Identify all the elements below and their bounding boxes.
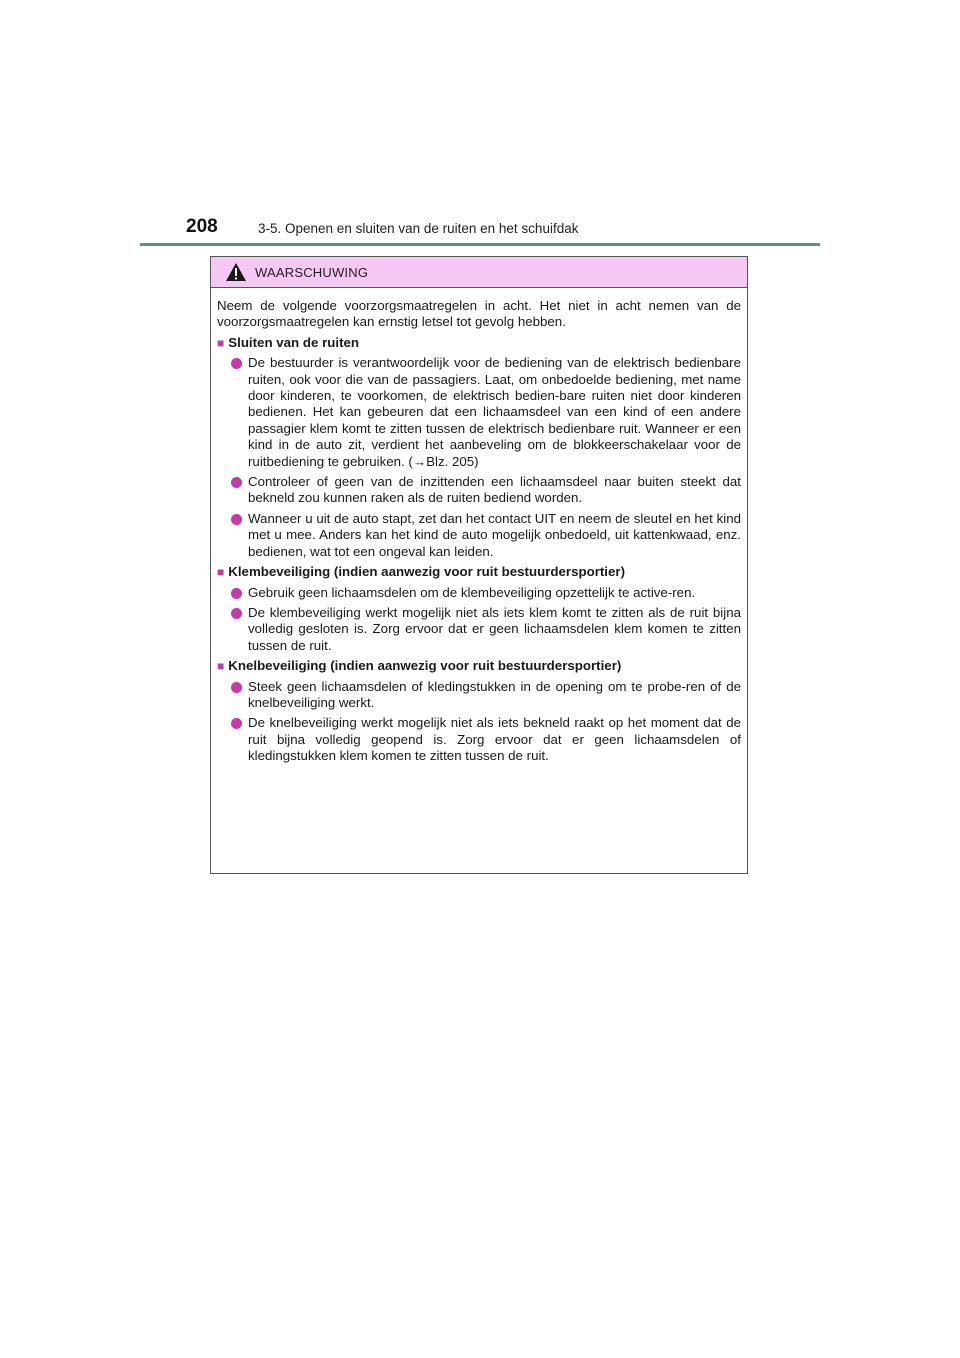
bullet-dot-icon <box>231 358 242 369</box>
section-heading-text: Knelbeveiliging (indien aanwezig voor ruit bestuurdersportier) <box>228 658 622 674</box>
warning-intro: Neem de volgende voorzorgsmaatregelen in acht. Het niet in acht nemen van de voorzorgsmaatregelen kan ernstig letsel tot gevolg hebben. <box>217 298 741 330</box>
list-item <box>217 585 741 601</box>
list-item-text: Controleer of geen van de inzittenden een lichaamsdeel naar buiten steekt dat bekneld zou kunnen raken als de ruiten bediend worden. <box>248 474 741 506</box>
warning-box <box>210 256 748 874</box>
list-item-text: De klembeveiliging werkt mogelijk niet als iets klem komt te zitten als de ruit bijna volledig gesloten is. Zorg ervoor dat er geen lichaamsdelen klem komen te zitten tussen de ruit. <box>248 604 741 653</box>
warning-body <box>211 288 747 765</box>
list-item-text: De knelbeveiliging werkt mogelijk niet als iets bekneld raakt op het moment dat de ruit bijna volledig geopend is. Zorg ervoor dat er geen lichaamsdelen of kledingstukken klem komen te zitten tussen de ruit. <box>248 715 741 764</box>
bullet-dot-icon <box>231 477 242 488</box>
list-item <box>217 715 741 764</box>
list-item <box>217 474 741 507</box>
section-heading-text: Sluiten van de ruiten <box>228 334 360 350</box>
list-item-text: Wanneer u uit de auto stapt, zet dan het contact UIT en neem de sleutel en het kind met u mee. Anders kan het kind de auto mogelijk onbedoeld, uit kattenkwaad, enz. bedienen, wat tot een ongeval kan leiden. <box>248 510 741 559</box>
section-title: 3-5. Openen en sluiten van de ruiten en het schuifdak <box>258 221 579 236</box>
list-item-text: Steek geen lichaamsdelen of kledingstukken in de opening om te probe-ren of de knelbeveiliging werkt. <box>248 678 741 710</box>
bullet-dot-icon <box>231 718 242 729</box>
square-bullet-icon: ■ <box>217 659 225 674</box>
list-item <box>217 605 741 654</box>
section-heading-text: Klembeveiliging (indien aanwezig voor ruit bestuurdersportier) <box>228 564 626 580</box>
section-heading <box>217 658 741 674</box>
square-bullet-icon: ■ <box>217 335 225 350</box>
warning-header <box>211 257 747 288</box>
page-number: 208 <box>186 216 218 237</box>
list-item <box>217 679 741 712</box>
square-bullet-icon: ■ <box>217 565 225 580</box>
bullet-dot-icon <box>231 682 242 693</box>
bullet-dot-icon <box>231 588 242 599</box>
list-item-text: De bestuurder is verantwoordelijk voor de bediening van de elektrisch bedienbare ruiten, ook voor die van de passagiers. Laat, om onbedoelde bediening, met name door kinderen, te voorkomen, de elektrisch bedien-bare ruiten niet door kinderen bedienen. Het kan gebeuren dat een lichaamsdeel van een kind of een andere passagier klem komt te zitten tussen de elektrisch bedienbare ruit. Wanneer er een kind in de auto zit, verdient het aanbeveling om de blokkeerschakelaar voor de ruitbediening te gebruiken. (→Blz. 205) <box>248 355 741 469</box>
header-divider <box>140 243 820 246</box>
section-heading <box>217 335 741 351</box>
list-item <box>217 355 741 470</box>
section-heading <box>217 564 741 580</box>
warning-triangle-icon <box>225 262 247 282</box>
list-item <box>217 511 741 560</box>
list-item-text: Gebruik geen lichaamsdelen om de klembeveiliging opzettelijk te active-ren. <box>248 584 696 600</box>
bullet-dot-icon <box>231 514 242 525</box>
bullet-dot-icon <box>231 608 242 619</box>
warning-title: WAARSCHUWING <box>255 264 369 280</box>
